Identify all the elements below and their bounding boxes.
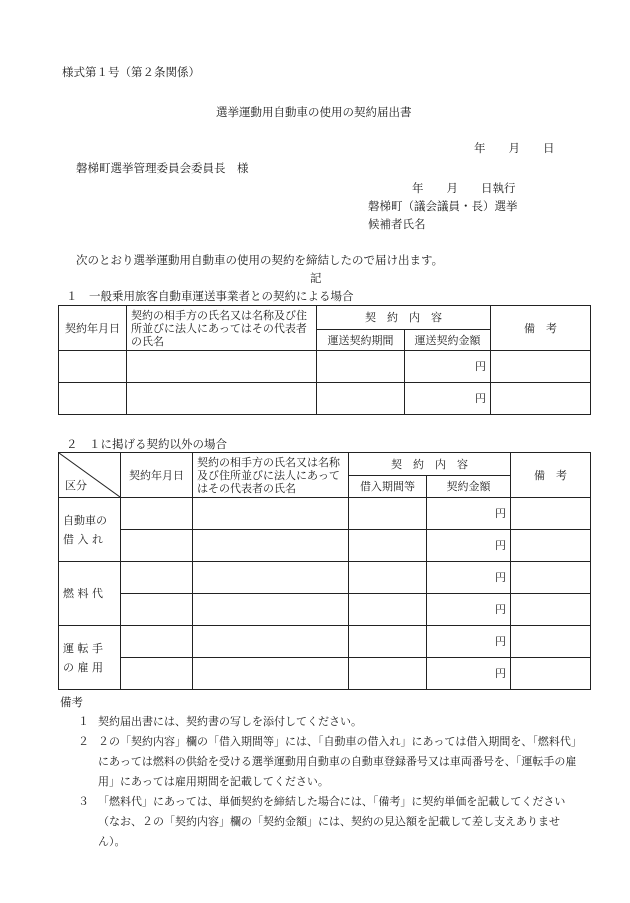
s2-amount: 円 bbox=[427, 530, 511, 562]
s2-amount: 円 bbox=[427, 626, 511, 658]
s1-row1-amount: 円 bbox=[405, 351, 491, 383]
s2-header-kubun-cell bbox=[59, 453, 121, 498]
group-label-line: 運 転 手 bbox=[63, 641, 103, 655]
section2-table bbox=[58, 452, 591, 690]
remark-text: ２の「契約内容」欄の「借入期間等」には、「自動車の借入れ」にあっては借入期間を、「燃料代」にあっては燃料の供給を受ける選挙運動用自動車の自動車登録番号又は車両番号を、「運転手の雇用」にあっては雇用期間を記載してください。 bbox=[98, 735, 582, 788]
s1-header-period: 運送契約期間 bbox=[317, 330, 405, 351]
table-row bbox=[59, 626, 591, 658]
s2-header-period: 借入期間等 bbox=[349, 476, 427, 498]
s2-header-amount: 契約金額 bbox=[427, 476, 511, 498]
intro-text: 次のとおり選挙運動用自動車の使用の契約を締結したので届け出ます。 bbox=[76, 253, 444, 267]
section2-heading: ２ １に掲げる契約以外の場合 bbox=[66, 437, 227, 451]
group-label-line: 自動車の bbox=[63, 513, 107, 527]
table-row bbox=[59, 351, 591, 383]
s2-amount: 円 bbox=[427, 562, 511, 594]
section1-heading: １ 一般乗用旅客自動車運送事業者との契約による場合 bbox=[66, 289, 354, 303]
remark-number: ２ bbox=[78, 735, 89, 748]
addressee: 磐梯町選挙管理委員会委員長 様 bbox=[76, 161, 249, 175]
remark-number: ３ bbox=[78, 795, 89, 808]
group-label-line: 燃 料 代 bbox=[63, 587, 103, 600]
table-row bbox=[59, 562, 591, 594]
remark-number: １ bbox=[78, 715, 89, 728]
date-line: 年 月 日 bbox=[474, 141, 555, 155]
remark-text: 契約届出書には、契約書の写しを添付してください。 bbox=[98, 715, 362, 728]
table-row bbox=[59, 383, 591, 415]
remark-item-1 bbox=[78, 712, 583, 732]
s1-header-amount: 運送契約金額 bbox=[405, 330, 491, 351]
election-name: 磐梯町（議会議員・長）選挙 bbox=[368, 199, 518, 213]
remark-item-3 bbox=[78, 792, 583, 852]
s2-header-contract: 契 約 内 容 bbox=[349, 453, 511, 476]
table-row bbox=[59, 594, 591, 626]
group-label-line: の 雇 用 bbox=[63, 660, 103, 674]
group-label-fuel bbox=[59, 562, 121, 626]
s2-amount: 円 bbox=[427, 498, 511, 530]
group-label-line: 借 入 れ bbox=[63, 532, 103, 546]
s2-amount: 円 bbox=[427, 658, 511, 690]
s1-header-contract: 契 約 内 容 bbox=[317, 306, 491, 330]
table-row bbox=[59, 498, 591, 530]
group-label-driver bbox=[59, 626, 121, 690]
page-title: 選挙運動用自動車の使用の契約届出書 bbox=[216, 105, 412, 119]
section1-table bbox=[58, 305, 591, 415]
election-date: 年 月 日執行 bbox=[412, 181, 516, 195]
s1-row2-amount: 円 bbox=[405, 383, 491, 415]
table-row bbox=[59, 658, 591, 690]
ki-label: 記 bbox=[310, 271, 322, 285]
s2-amount: 円 bbox=[427, 594, 511, 626]
s1-header-date: 契約年月日 bbox=[59, 306, 127, 351]
form-number: 様式第１号（第２条関係） bbox=[62, 65, 200, 79]
table-row bbox=[59, 530, 591, 562]
s2-header-remarks: 備 考 bbox=[511, 453, 591, 498]
s1-header-remarks: 備 考 bbox=[491, 306, 591, 351]
s1-header-party: 契約の相手方の氏名又は名称及び住所並びに法人にあってはその代表者の氏名 bbox=[127, 306, 317, 351]
s2-header-kubun: 区分 bbox=[65, 479, 87, 492]
s2-header-party: 契約の相手方の氏名又は名称及び住所並びに法人にあってはその代表者の氏名 bbox=[193, 453, 349, 498]
remark-item-2 bbox=[78, 732, 583, 792]
group-label-car-rental bbox=[59, 498, 121, 562]
s2-header-date: 契約年月日 bbox=[121, 453, 193, 498]
remark-text: 「燃料代」にあっては、単価契約を締結した場合には、「備考」に契約単価を記載してください（なお、２の「契約内容」欄の「契約金額」には、契約の見込額を記載して差し支えありません）。 bbox=[98, 795, 566, 848]
candidate-label: 候補者氏名 bbox=[368, 217, 426, 231]
remarks-heading: 備考 bbox=[60, 695, 83, 709]
